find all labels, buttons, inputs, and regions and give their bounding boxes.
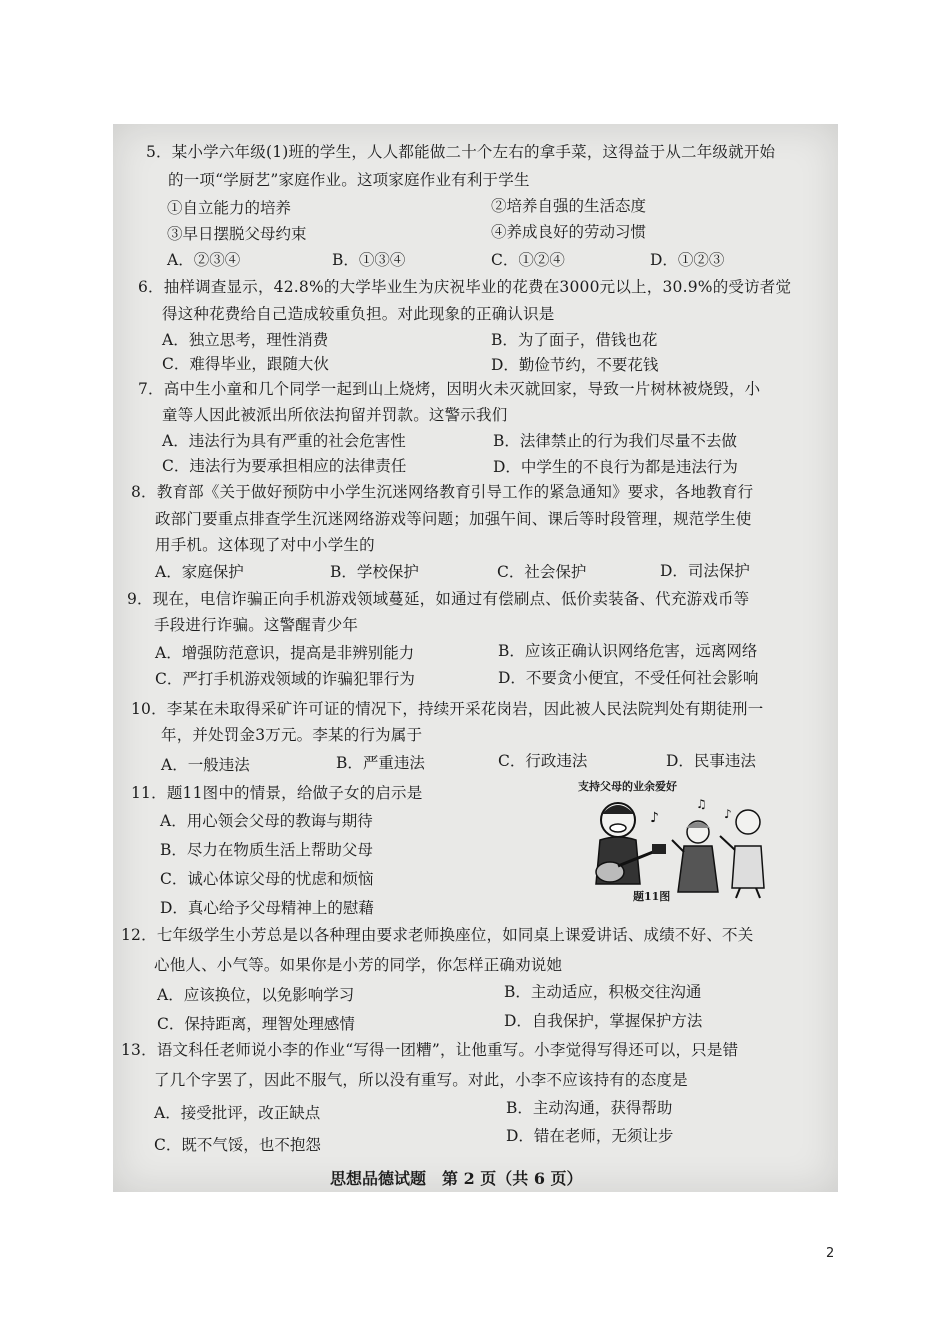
q7-option-a: A．违法行为具有严重的社会危害性 bbox=[162, 432, 406, 450]
q13-option-a: A．接受批评，改正缺点 bbox=[154, 1104, 321, 1122]
q12-option-c: C．保持距离，理智处理感情 bbox=[157, 1015, 355, 1033]
q12-option-a: A．应该换位，以免影响学习 bbox=[157, 986, 355, 1004]
q6-option-a: A．独立思考，理性消费 bbox=[162, 331, 329, 349]
q7-option-b: B．法律禁止的行为我们尽量不去做 bbox=[493, 432, 737, 450]
q9-stem-line1: 9．现在，电信诈骗正向手机游戏领域蔓延，如通过有偿刷点、低价卖装备、代充游戏币等 bbox=[127, 590, 750, 608]
q12-option-d: D．自我保护，掌握保护方法 bbox=[504, 1012, 703, 1030]
q13-stem-line2: 了几个字罢了，因此不服气，所以没有重写。对此，小李不应该持有的态度是 bbox=[154, 1071, 688, 1089]
q5-statement-3: ③早日摆脱父母约束 bbox=[167, 225, 307, 243]
q9-option-d: D．不要贪小便宜，不受任何社会影响 bbox=[498, 669, 759, 687]
page-footer: 思想品德试题 第 2 页（共 6 页） bbox=[330, 1169, 583, 1188]
q13-option-c: C．既不气馁，也不抱怨 bbox=[154, 1136, 321, 1154]
svg-text:♪: ♪ bbox=[724, 807, 732, 821]
q8-stem-line3: 用手机。这体现了对中小学生的 bbox=[155, 536, 375, 554]
q13-stem-line1: 13．语文科任老师说小李的作业“写得一团糟”，让他重写。小李觉得写得还可以，只是错 bbox=[121, 1041, 739, 1059]
q9-option-c: C．严打手机游戏领域的诈骗犯罪行为 bbox=[155, 670, 415, 688]
q8-option-d: D．司法保护 bbox=[660, 562, 750, 580]
q6-option-c: C．难得毕业，跟随大伙 bbox=[162, 355, 329, 373]
q11-figure bbox=[578, 778, 778, 906]
q6-stem-line2: 得这种花费给自己造成较重负担。对此现象的正确认识是 bbox=[162, 305, 555, 323]
q13-option-b: B．主动沟通，获得帮助 bbox=[506, 1099, 673, 1117]
q12-option-b: B．主动适应，积极交往沟通 bbox=[504, 983, 702, 1001]
q8-option-c: C．社会保护 bbox=[497, 563, 587, 581]
q11-figure-title: 支持父母的业余爱好 bbox=[578, 780, 677, 793]
q5-statement-1: ①自立能力的培养 bbox=[167, 199, 292, 217]
page-number: 2 bbox=[826, 1246, 835, 1261]
q7-option-c: C．违法行为要承担相应的法律责任 bbox=[162, 457, 407, 475]
q10-option-a: A．一般违法 bbox=[161, 756, 250, 774]
q10-option-b: B．严重违法 bbox=[336, 754, 425, 772]
q10-stem-line2: 年，并处罚金3万元。李某的行为属于 bbox=[161, 726, 423, 744]
q5-option-b: B．①③④ bbox=[332, 251, 406, 269]
q5-stem-line2: 的一项“学厨艺”家庭作业。这项家庭作业有利于学生 bbox=[168, 171, 530, 189]
q7-stem-line2: 童等人因此被派出所依法拘留并罚款。这警示我们 bbox=[162, 406, 508, 424]
q6-option-b: B．为了面子，借钱也花 bbox=[491, 331, 658, 349]
svg-text:♫: ♫ bbox=[696, 797, 707, 811]
q9-option-b: B．应该正确认识网络危害，远离网络 bbox=[498, 642, 758, 660]
q11-cartoon-illustration bbox=[578, 792, 778, 900]
q10-option-c: C．行政违法 bbox=[498, 752, 588, 770]
q5-statement-4: ④养成良好的劳动习惯 bbox=[491, 223, 647, 241]
q11-option-d: D．真心给予父母精神上的慰藉 bbox=[160, 899, 374, 917]
q8-stem-line2: 政部门要重点排查学生沉迷网络游戏等问题；加强午间、课后等时段管理，规范学生使 bbox=[155, 510, 752, 528]
q5-option-a: A．②③④ bbox=[167, 251, 241, 269]
q11-option-a: A．用心领会父母的教诲与期待 bbox=[160, 812, 373, 830]
q13-option-d: D．错在老师，无须让步 bbox=[506, 1127, 674, 1145]
q9-stem-line2: 手段进行诈骗。这警醒青少年 bbox=[154, 616, 359, 634]
q7-stem-line1: 7．高中生小童和几个同学一起到山上烧烤，因明火未灭就回家，导致一片树林被烧毁，小 bbox=[138, 380, 761, 398]
q5-stem-line1: 5．某小学六年级(1)班的学生，人人都能做二十个左右的拿手菜，这得益于从二年级就开始 bbox=[146, 143, 776, 161]
q9-option-a: A．增强防范意识，提高是非辨别能力 bbox=[155, 644, 415, 662]
q8-stem-line1: 8．教育部《关于做好预防中小学生沉迷网络教育引导工作的紧急通知》要求，各地教育行 bbox=[131, 483, 754, 501]
q12-stem-line2: 心他人、小气等。如果你是小芳的同学，你怎样正确劝说她 bbox=[154, 956, 563, 974]
q7-option-d: D．中学生的不良行为都是违法行为 bbox=[493, 458, 738, 476]
q11-figure-caption: 题11图 bbox=[633, 890, 671, 903]
q5-option-c: C．①②④ bbox=[491, 251, 565, 269]
q6-option-d: D．勤俭节约，不要花钱 bbox=[491, 356, 659, 374]
q11-stem-line1: 11．题11图中的情景，给做子女的启示是 bbox=[131, 784, 423, 802]
q10-option-d: D．民事违法 bbox=[666, 752, 756, 770]
q5-statement-2: ②培养自强的生活态度 bbox=[491, 197, 647, 215]
q8-option-b: B．学校保护 bbox=[330, 563, 419, 581]
q11-option-c: C．诚心体谅父母的忧虑和烦恼 bbox=[160, 870, 374, 888]
q12-stem-line1: 12．七年级学生小芳总是以各种理由要求老师换座位，如同桌上课爱讲话、成绩不好、不关 bbox=[121, 926, 754, 944]
q5-option-d: D．①②③ bbox=[650, 251, 725, 269]
q6-stem-line1: 6．抽样调查显示，42.8%的大学毕业生为庆祝毕业的花费在3000元以上，30.9%的受访者觉 bbox=[138, 278, 792, 296]
q8-option-a: A．家庭保护 bbox=[155, 563, 244, 581]
svg-text:♪: ♪ bbox=[650, 810, 659, 826]
q10-stem-line1: 10．李某在未取得采矿许可证的情况下，持续开采花岗岩，因此被人民法院判处有期徒刑一 bbox=[131, 700, 764, 718]
q11-option-b: B．尽力在物质生活上帮助父母 bbox=[160, 841, 373, 859]
